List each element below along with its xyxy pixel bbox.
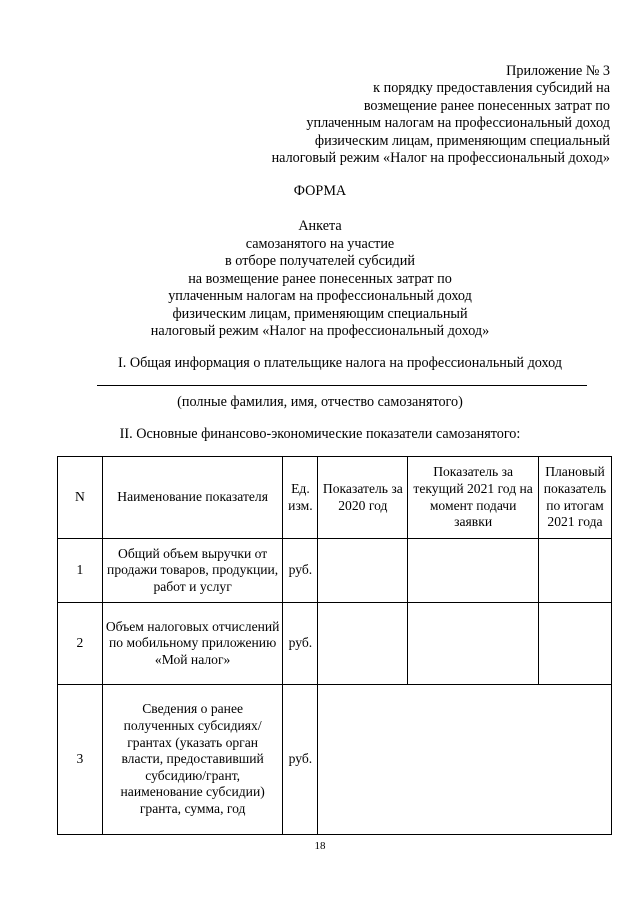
- page-number: 18: [314, 840, 326, 852]
- title-line: налоговый режим «Налог на профессиональный доход»: [150, 323, 490, 339]
- table-header-row: [58, 457, 612, 539]
- indicators-table: [57, 456, 612, 835]
- input-cell-2020[interactable]: [318, 539, 408, 603]
- title-line: в отборе получателей субсидий: [225, 253, 415, 269]
- table-row: [58, 685, 612, 835]
- input-cell-current[interactable]: [408, 603, 539, 685]
- row-number: 2: [58, 603, 103, 685]
- section-1-heading: I. Общая информация о плательщике налога на профессиональный доход: [118, 355, 562, 371]
- row-unit: руб.: [283, 685, 318, 835]
- appendix-line: Приложение № 3: [506, 63, 610, 79]
- input-cell-plan[interactable]: [538, 539, 611, 603]
- input-cell-plan[interactable]: [538, 603, 611, 685]
- header-n: N: [58, 457, 103, 539]
- title-line: самозанятого на участие: [245, 235, 395, 252]
- full-name-fill-line[interactable]: [97, 385, 587, 386]
- table-row: [58, 539, 612, 603]
- row-name: Сведения о ранее полученных субсидиях/грантах (указать орган власти, предоставивший субсидию/грант, наименование субсидии) гранта, сумма, год: [102, 685, 283, 835]
- row-number: 3: [58, 685, 103, 835]
- appendix-line: налоговый режим «Налог на профессиональный доход»: [271, 150, 610, 167]
- section-2-heading: II. Основные финансово-экономические показатели самозанятого:: [119, 426, 521, 442]
- row-number: 1: [58, 539, 103, 603]
- header-2020: Показатель за 2020 год: [318, 457, 408, 539]
- appendix-line: уплаченным налогам на профессиональный доход: [306, 115, 610, 132]
- row-name: Объем налоговых отчислений по мобильному приложению «Мой налог»: [102, 603, 283, 685]
- input-cell-2020[interactable]: [318, 603, 408, 685]
- header-current: Показатель за текущий 2021 год на момент подачи заявки: [408, 457, 539, 539]
- input-cell-current[interactable]: [408, 539, 539, 603]
- row-name: Общий объем выручки от продажи товаров, продукции, работ и услуг: [102, 539, 283, 603]
- appendix-line: к порядку предоставления субсидий на: [373, 80, 610, 97]
- table-row: [58, 603, 612, 685]
- full-name-caption: (полные фамилия, имя, отчество самозанятого): [177, 394, 463, 410]
- title-line: на возмещение ранее понесенных затрат по: [188, 270, 452, 287]
- title-line: Анкета: [298, 218, 342, 234]
- header-name: Наименование показателя: [102, 457, 283, 539]
- document-title: [0, 218, 640, 341]
- row-unit: руб.: [283, 603, 318, 685]
- row-unit: руб.: [283, 539, 318, 603]
- appendix-line: физическим лицам, применяющим специальный: [314, 132, 610, 149]
- form-label: ФОРМА: [293, 183, 347, 199]
- appendix-header: [190, 63, 610, 167]
- title-line: физическим лицам, применяющим специальный: [172, 305, 468, 322]
- header-unit: Ед. изм.: [283, 457, 318, 539]
- appendix-line: возмещение ранее понесенных затрат по: [363, 97, 610, 114]
- header-plan: Плановый показатель по итогам 2021 года: [538, 457, 611, 539]
- input-cell-subsidies[interactable]: [318, 685, 612, 835]
- title-line: уплаченным налогам на профессиональный доход: [168, 288, 472, 304]
